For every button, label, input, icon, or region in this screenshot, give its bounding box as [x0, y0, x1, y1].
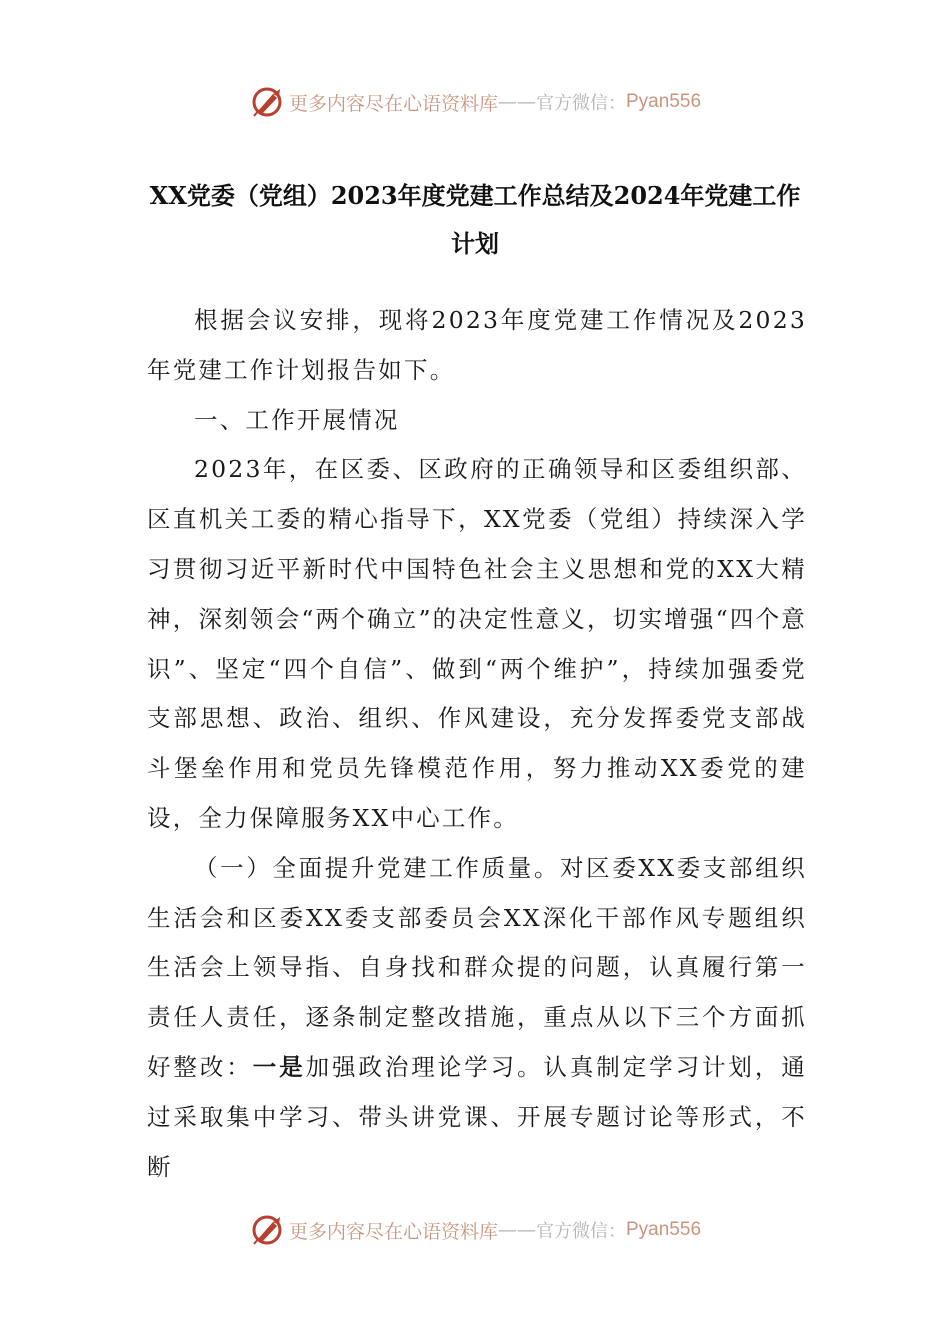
section-body-paragraph: 2023年，在区委、区政府的正确领导和区委组织部、区直机关工委的精心指导下，XX党委（党组）持续深入学习贯彻习近平新时代中国特色社会主义思想和党的XX大精神，深刻领会“两个确立”的决定性意义，切实增强“四个意识”、坚定“四个自信”、做到“两个维护”，持续加强委党支部思想、政治、组织、作风建设，充分发挥委党支部战斗堡垒作用和党员先锋模范作用，努力推动XX委党的建设，全力保障服务XX中心工作。 — [147, 455, 807, 832]
banner-wechat-id: Pyan556 — [626, 1219, 702, 1240]
item-paragraph — [147, 844, 807, 1193]
header-banner — [0, 82, 950, 122]
footer-banner — [0, 1210, 950, 1250]
item-bold-marker: 一是 — [252, 1052, 306, 1081]
item-text-part2: 加强政治理论学习。认真制定学习计划，通过采取集中学习、带头讲党课、开展专题讨论等形式，不断 — [147, 1052, 807, 1181]
document-body — [147, 296, 807, 1192]
banner-wechat-id: Pyan556 — [626, 91, 702, 112]
section-heading: 一、工作开展情况 — [194, 405, 400, 434]
banner-wechat-label: 官方微信： — [536, 1221, 626, 1242]
document-title: XX党委（党组）2023年度党建工作总结及2024年党建工作计划 — [149, 181, 801, 258]
banner-dash: —— — [498, 1219, 536, 1241]
pen-nib-logo-icon — [249, 1212, 285, 1248]
intro-paragraph: 根据会议安排，现将2023年度党建工作情况及2023年党建工作计划报告如下。 — [147, 306, 807, 384]
banner-wechat-label: 官方微信： — [536, 93, 626, 114]
item-text-part1: （一）全面提升党建工作质量。对区委XX委支部组织生活会和区委XX委支部委员会XX深化干部作风专题组织生活会上领导指、自身找和群众提的问题，认真履行第一责任人责任，逐条制定整改措施，重点从以下三个方面抓好整改： — [147, 853, 807, 1081]
banner-dash: —— — [498, 91, 536, 113]
banner-brand-text: 更多内容尽在心语资料库 — [288, 92, 498, 115]
banner-brand-text: 更多内容尽在心语资料库 — [288, 1220, 498, 1243]
pen-nib-logo-icon — [249, 84, 285, 120]
